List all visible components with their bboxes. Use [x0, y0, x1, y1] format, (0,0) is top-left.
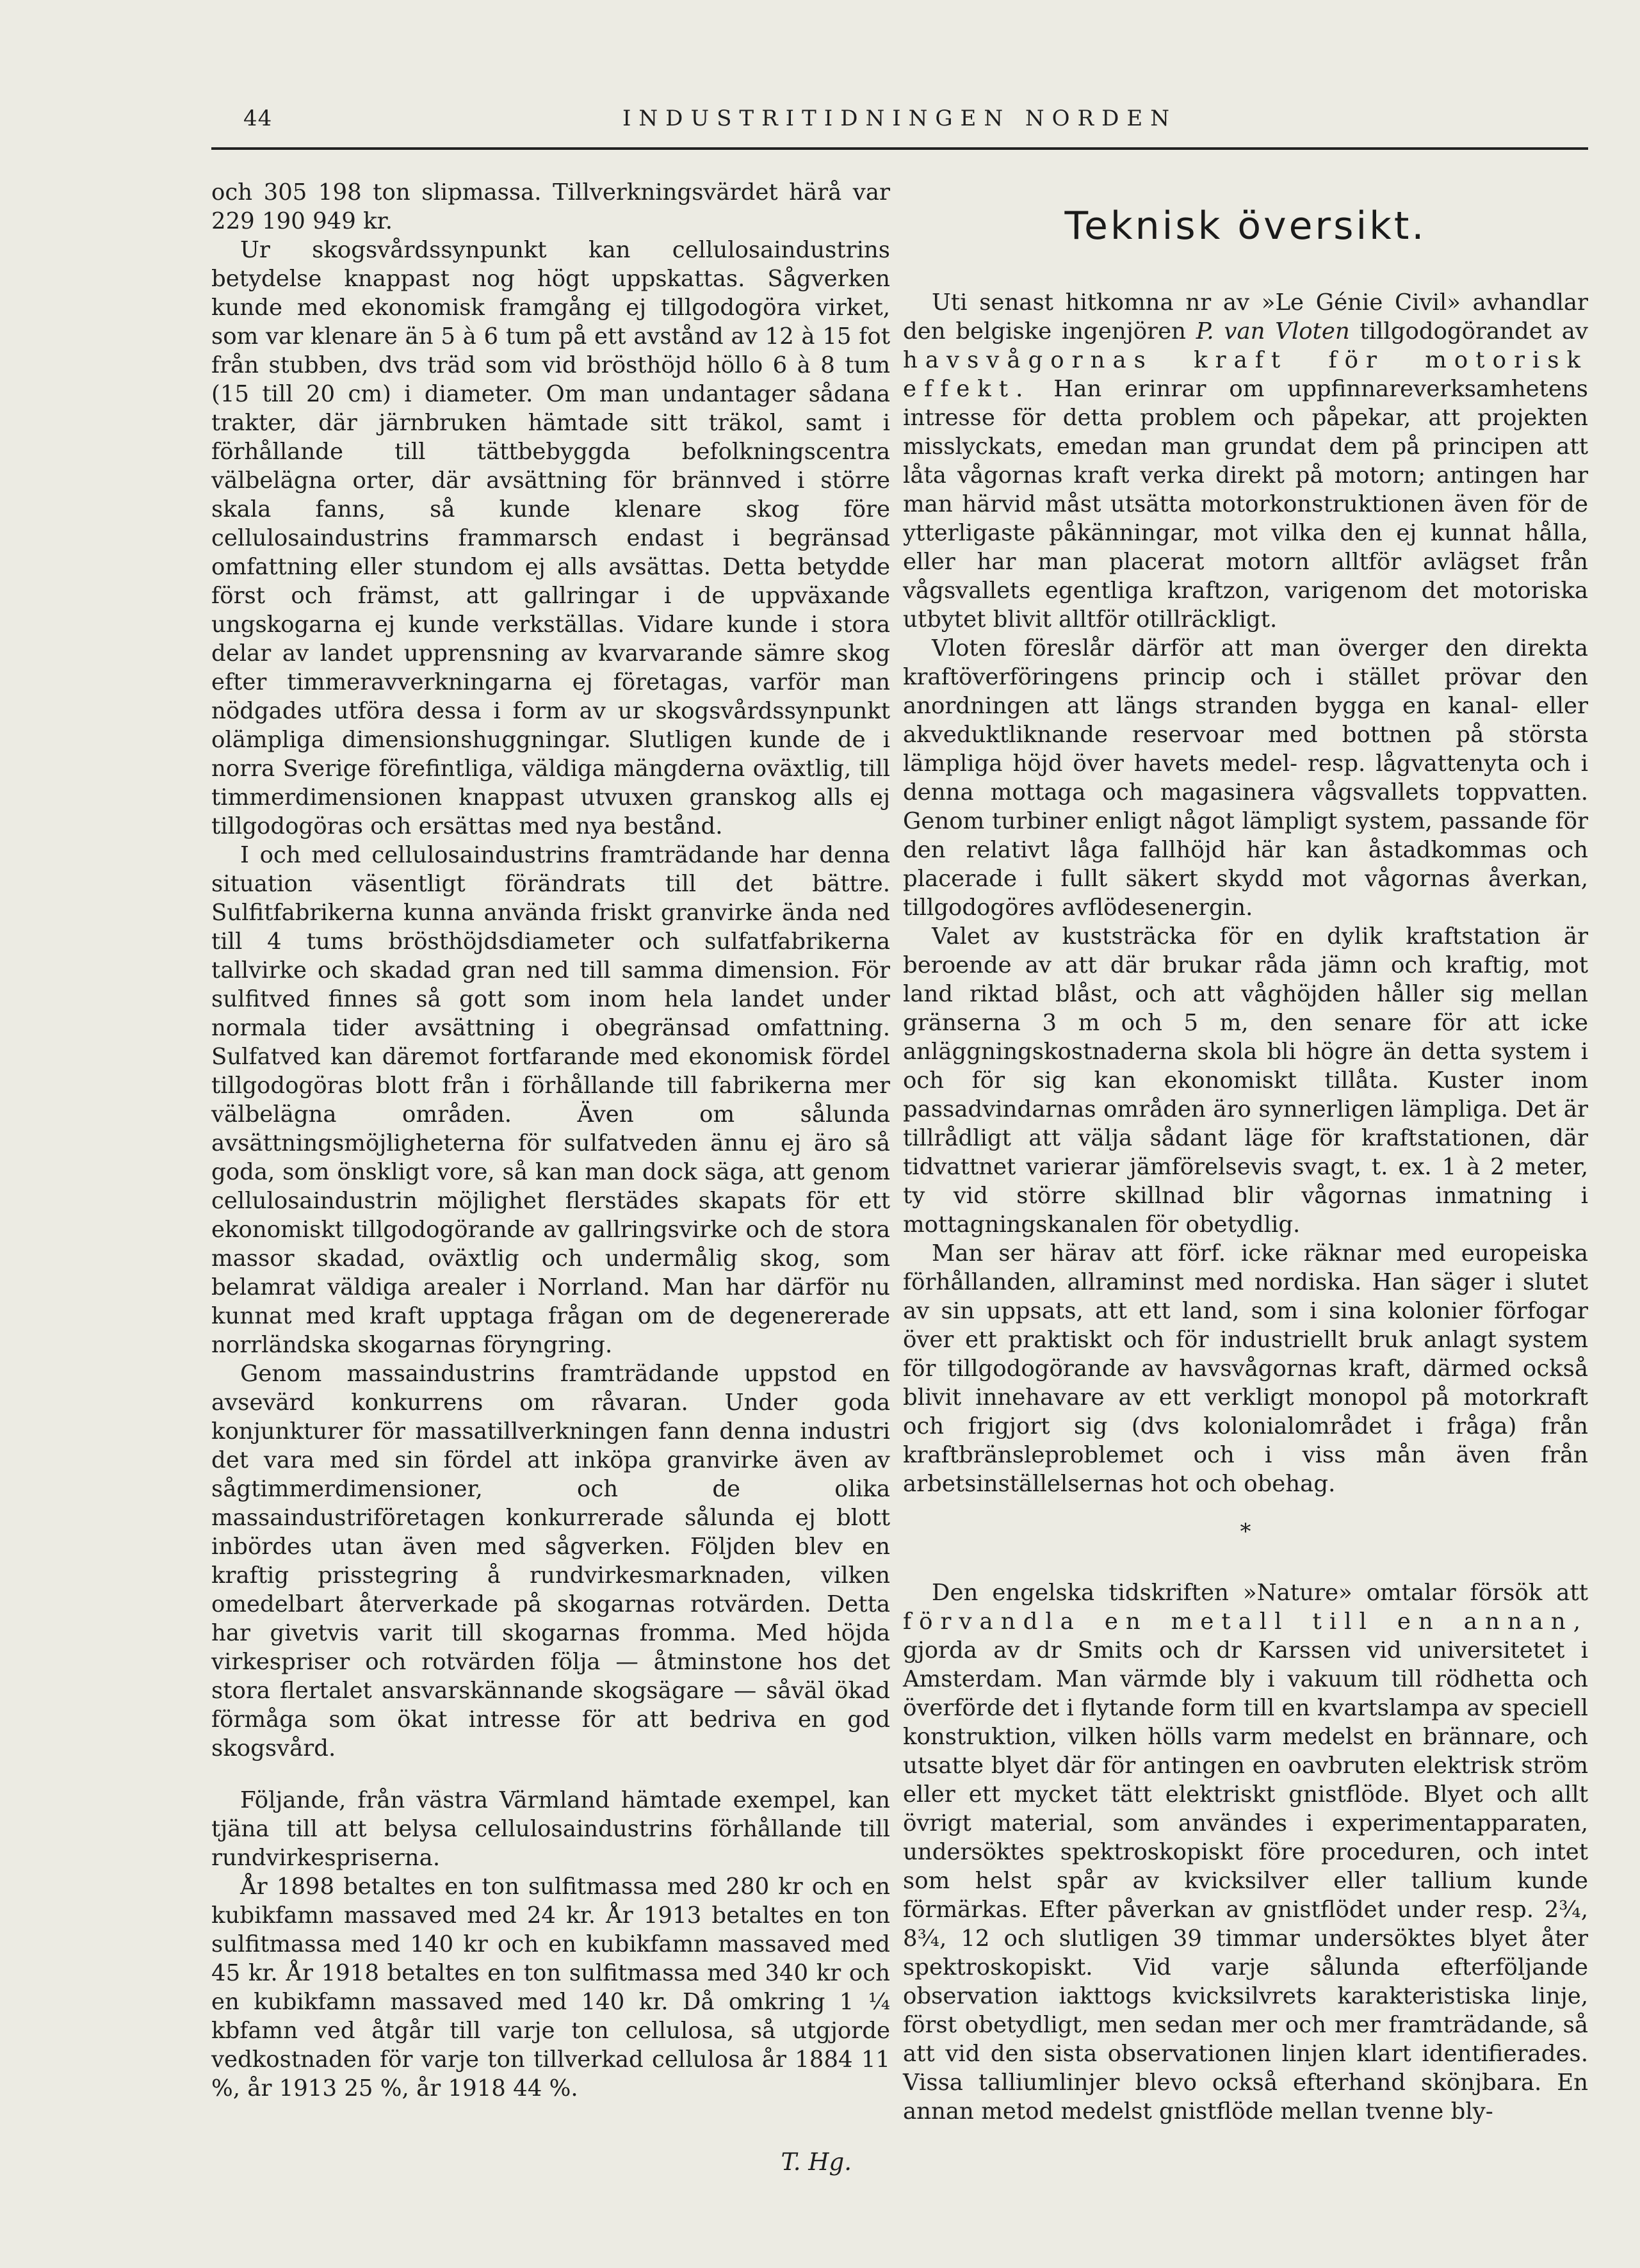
- text-run: gjorda av dr Smits och dr Karssen vid universitetet i Amsterdam. Man värmde bly i vakuum till rödhetta och överförde det i flytande form till en kvartslampa av speciell konstruktion, vilken hölls varm medelst en brännare, och utsatte blyet där för antingen en oavbruten elektrisk ström eller ett mycket tätt elektriskt gnistflöde. Blyet och allt övrigt material, som användes i experimentapparaten, undersöktes spektroskopiskt före proceduren, och intet som helst spår av kvicksilver eller tallium kunde förmärkas. Efter påverkan av gnistflödet under resp. 2¾, 8¾, 12 och slutligen 39 timmar undersöktes blyet åter spektroskopiskt. Vid varje sålunda efterföljande observation iakttogs kvicksilvrets karakteristiska linje, först obetydligt, men sedan mer och mer framträdande, så att vid den sista observationen linjen klart identifierades. Vissa talliumlinjer blevo också efterhand skönjbara. En annan metod medelst gnistflöde mellan tvenne bly-: [903, 1637, 1588, 2125]
- running-title: INDUSTRITIDNINGEN NORDEN: [622, 106, 1177, 131]
- paragraph: I och med cellulosaindustrins framträdande har denna situation väsentligt förändrats till det bättre. Sulfitfabrikerna kunna använda friskt granvirke ända ned till 4 tums brösthöjdsdiameter och sulfatfabrikerna tallvirke och skadad gran ned till samma dimension. För sulfitved finnes så gott som inom hela landet under normala tider avsättning i obegränsad omfattning. Sulfatved kan däremot fortfarande med ekonomisk fördel tillgodogöras blott från i förhållande till fabrikerna mer välbelägna områden. Även om sålunda avsättningsmöjligheterna för sulfatveden ännu ej äro så goda, som önskligt vore, så kan man dock säga, att genom cellulosaindustrin möjlighet flerstädes skapats för ett ekonomiskt tillgodogörande av gallringsvirke och de stora massor skadad, oväxtlig och undermålig skog, som belamrat väldiga arealer i Norrland. Man har därför nu kunnat med kraft upptaga frågan om de degenererade norrländska skogarnas föryngring.: [211, 842, 890, 1358]
- paragraph: [903, 1578, 1588, 2126]
- text-run: Han erinrar om uppfinnareverksamhetens intresse för detta problem och påpekar, att projekten misslyckats, emedan man grundat dem på principen att låta vågornas kraft verka direkt på motorn; antingen har man härvid måst utsätta motorkonstruktionen även för de ytterligaste påkänningar, mot vilka den ej kunnat hålla, eller har man placerat motorn alltför avlägset från vågsvallets egentliga kraftzon, varigenom det motoriska utbytet blivit alltför otillräckligt.: [903, 376, 1588, 633]
- asterisk-separator: *: [1240, 1519, 1251, 1544]
- page-number: 44: [243, 106, 273, 131]
- section-heading: Teknisk översikt.: [1064, 204, 1427, 248]
- text-run: Uti senast hitkomna nr av »Le Génie Civil» avhandlar den belgiske ingenjören: [903, 289, 1588, 344]
- page-header: [211, 106, 1588, 144]
- left-column: [211, 178, 890, 2176]
- paragraph: [903, 288, 1588, 634]
- paragraph: Man ser härav att förf. icke räknar med europeiska förhållanden, allraminst med nordiska. Han säger i slutet av sin uppsats, att ett land, som i sina kolonier förfogar över ett praktiskt och för industriellt bruk anlagt system för tillgodogörande av havsvågornas kraft, därmed också blivit innehavare av ett verkligt monopol på motorkraft och frigjort sig (dvs kolonialområdet i fråga) från kraftbränsleproblemet och i viss mån även från arbetsinställelsernas hot och obehag.: [903, 1240, 1588, 1497]
- text-run: Den engelska tidskriften »Nature» omtalar försök att: [932, 1580, 1588, 1606]
- spaced-emphasis: havsvågornas kraft för motorisk effekt.: [903, 347, 1588, 402]
- author-signature: T. Hg.: [781, 2148, 852, 2176]
- paragraph: Valet av kuststräcka för en dylik kraftstation är beroende av att där brukar råda jämn och kraftig, mot land riktad blåst, och att våghöjden håller sig mellan gränserna 3 m och 5 m, den senare för att icke anläggningskostnaderna skola bli högre än detta system i och för sig kan ekonomiskt tillåta. Kuster inom passadvindarnas områden äro synnerligen lämpliga. Det är tillrådligt att välja sådant läge för kraftstationen, där tidvattnet varierar jämförelsevis svagt, t. ex. 1 à 2 meter, ty vid större skillnad blir vågornas inmatning i mottagningskanalen för obetydlig.: [903, 923, 1588, 1238]
- paragraph: Vloten föreslår därför att man överger den direkta kraftöverföringens princip och i stället prövar den anordningen att längs stranden bygga en kanal- eller akveduktliknande reservoar med bottnen på största lämpliga höjd över havets medel- resp. lågvattenyta och i denna mottaga och magasinera vågsvallets toppvatten. Genom turbiner enligt något lämpligt system, passande för den relativt låga fallhöjd här kan åstadkommas och placerade i fullt säkert skydd mot vågornas åverkan, tillgodogöres avflödesenergin.: [903, 635, 1588, 921]
- author-name: P. van Vloten: [1196, 318, 1350, 344]
- text-run: tillgodogörandet av: [1349, 318, 1588, 344]
- paragraph: Ur skogsvårdssynpunkt kan cellulosaindustrins betydelse knappast nog högt uppskattas. Sågverken kunde med ekonomisk framgång ej tillgodogöra virket, som var klenare än 5 à 6 tum på ett avstånd av 12 à 15 fot från stubben, dvs träd som vid brösthöjd höllo 6 à 8 tum (15 till 20 cm) i diameter. Om man undantager sådana trakter, där järnbruken hämtade sitt träkol, samt i förhållande till tättbebyggda befolkningscentra välbelägna orter, där avsättning för brännved i större skala fanns, så kunde klenare skog före cellulosaindustrins frammarsch endast i begränsad omfattning eller stundom ej alls avsättas. Detta betydde först och främst, att gallringar i de uppväxande ungskogarna ej kunde verkställas. Vidare kunde i stora delar av landet upprensning av kvarvarande sämre skog efter timmeravverkningarna ej företagas, varför man nödgades utföra dessa i form av ur skogsvårdssynpunkt olämpliga dimensionshuggningar. Slutligen kunde de i norra Sverige förefintliga, väldiga mängderna oväxtlig, till timmerdimensionen knappast utvuxen granskog alls ej tillgodogöras och ersättas med nya bestånd.: [211, 237, 890, 839]
- paragraph: och 305 198 ton slipmassa. Tillverkningsvärdet härå var 229 190 949 kr.: [211, 179, 890, 234]
- spaced-emphasis: förvandla en metall till en annan,: [903, 1608, 1588, 1635]
- paragraph: Genom massaindustrins framträdande uppstod en avsevärd konkurrens om råvaran. Under goda konjunkturer för massatillverkningen fann denna industri det vara med sin fördel att inköpa granvirke även av sågtimmerdimensioner, och de olika massaindustriföretagen konkurrerade sålunda ej blott inbördes utan även med sågverken. Följden blev en kraftig prisstegring å rundvirkesmarknaden, vilken omedelbart återverkade på skogarnas rotvärden. Detta har givetvis varit till skogarnas fromma. Med höjda virkespriser och rotvärden följa — åtminstone hos det stora flertalet ansvarskännande skogsägare — såväl ökad förmåga som ökat intresse för att bedriva en god skogsvård.: [211, 1361, 890, 1762]
- paragraph: Följande, från västra Värmland hämtade exempel, kan tjäna till att belysa cellulosaindustrins förhållande till rundvirkespriserna.: [211, 1787, 890, 1871]
- right-column: [903, 178, 1588, 2126]
- paragraph: År 1898 betaltes en ton sulfitmassa med 280 kr och en kubikfamn massaved med 24 kr. År 1913 betaltes en ton sulfitmassa med 140 kr och en kubikfamn massaved med 45 kr. År 1918 betaltes en ton sulfitmassa med 340 kr och en kubikfamn massaved med 140 kr. Då omkring 1 ¼ kbfamn ved åtgår till varje ton cellulosa, så utgjorde vedkostnaden för varje ton tillverkad cellulosa år 1884 11 %, år 1913 25 %, år 1918 44 %.: [211, 1874, 890, 2102]
- header-rule: [211, 147, 1588, 150]
